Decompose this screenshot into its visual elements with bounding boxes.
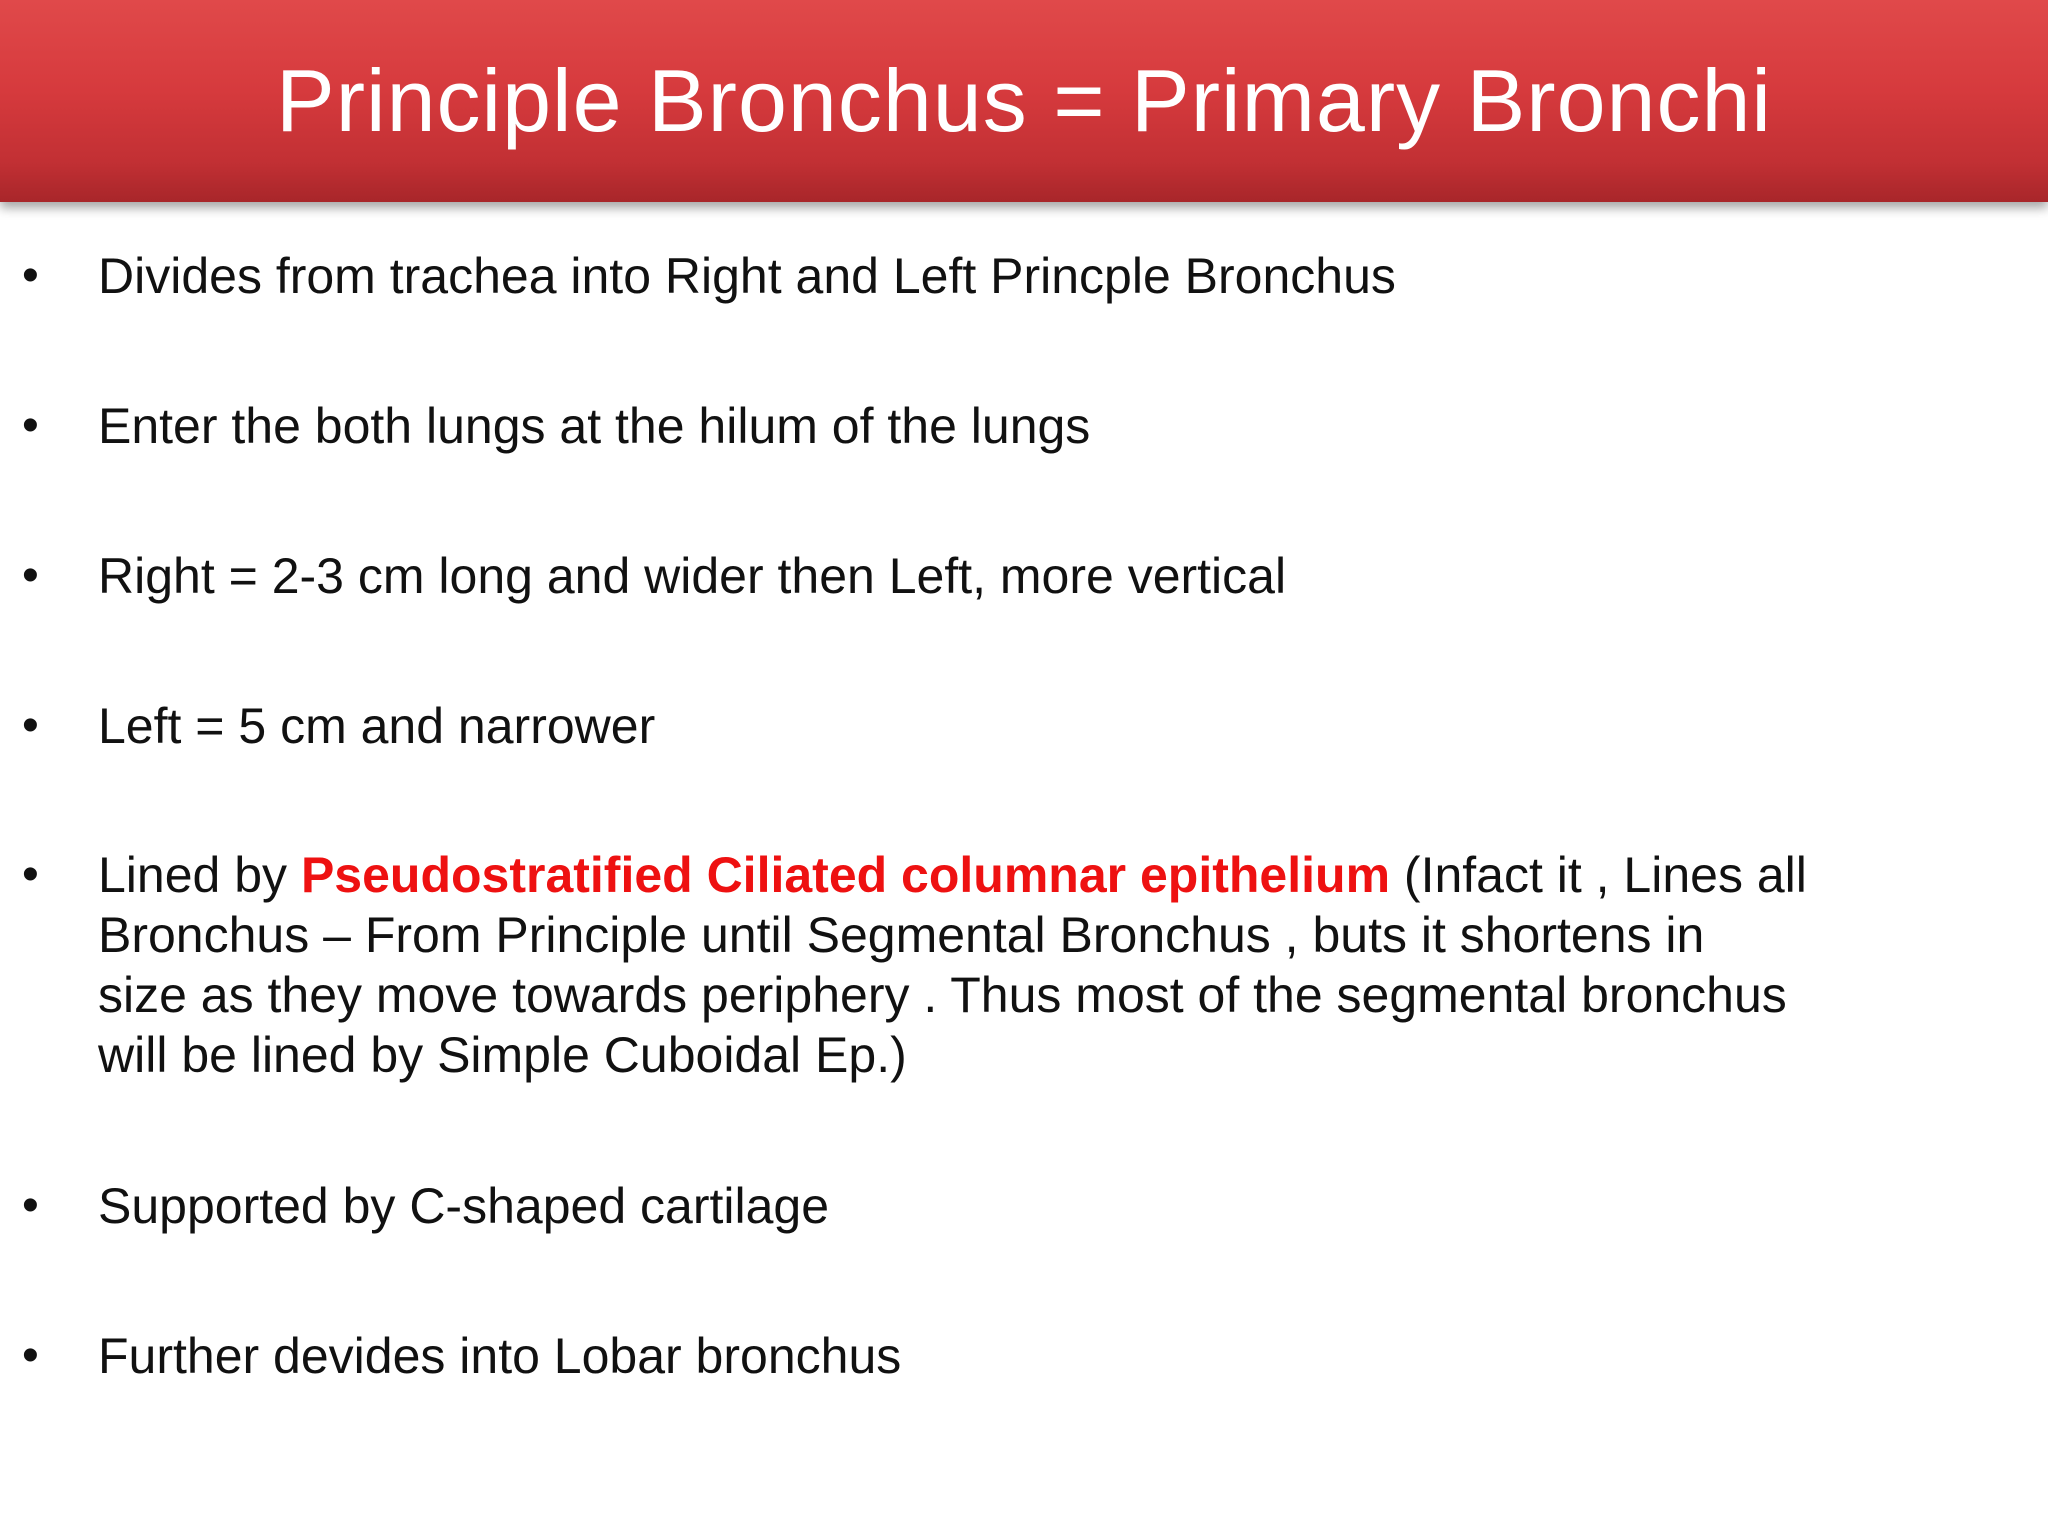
bullet-text-multiline — [98, 845, 2028, 1085]
bullet-text: Right = 2-3 cm long and wider then Left, more vertical — [98, 548, 1287, 604]
bullet-line — [98, 845, 2028, 905]
bullet-prefix: Lined by — [98, 847, 301, 903]
bullet-line1-rest: (Infact it , Lines all — [1390, 847, 1807, 903]
bullet-icon: • — [22, 1179, 39, 1232]
slide-title: Principle Bronchus = Primary Bronchi — [276, 51, 1772, 150]
title-bar — [0, 0, 2048, 202]
bullet-icon: • — [22, 699, 39, 752]
bullet-icon: • — [22, 848, 39, 901]
bullet-icon: • — [22, 549, 39, 602]
bullet-line: size as they move towards periphery . Thus most of the segmental bronchus — [98, 967, 1787, 1023]
bullet-line: Bronchus – From Principle until Segmental Bronchus , buts it shortens in — [98, 907, 1705, 963]
bullet-text: Further devides into Lobar bronchus — [98, 1328, 902, 1384]
bullet-icon: • — [22, 249, 39, 302]
bullet-text: Divides from trachea into Right and Left Princple Bronchus — [98, 248, 1396, 304]
bullet-icon: • — [22, 1329, 39, 1382]
bullet-icon: • — [22, 399, 39, 452]
bullet-text: Enter the both lungs at the hilum of the lungs — [98, 398, 1091, 454]
bullet-line: will be lined by Simple Cuboidal Ep.) — [98, 1027, 907, 1083]
bullet-text: Left = 5 cm and narrower — [98, 698, 656, 754]
highlight-term: Pseudostratified Ciliated columnar epithelium — [300, 847, 1391, 903]
bullet-text: Supported by C-shaped cartilage — [98, 1178, 830, 1234]
